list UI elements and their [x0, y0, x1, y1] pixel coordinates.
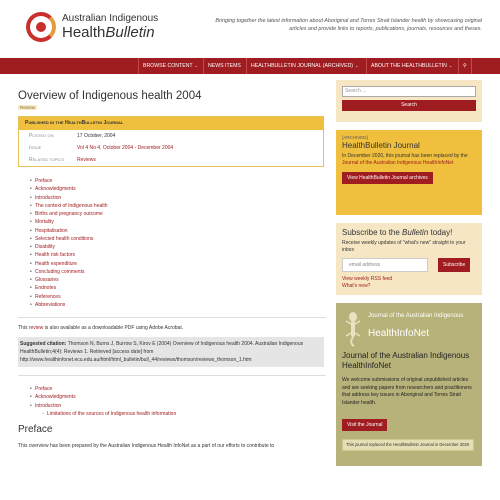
archived-tag: [ARCHIVED]	[342, 135, 368, 140]
page-title: Overview of Indigenous health 2004	[18, 90, 202, 102]
logo-health: Health	[62, 24, 106, 41]
infonet-journal-link[interactable]: Journal of the Australian Indigenous HealthInfoNet	[342, 160, 454, 166]
pub-value: 17 October, 2004	[77, 133, 116, 139]
subscribe-title	[342, 228, 476, 237]
site-header	[0, 0, 500, 58]
toc-item[interactable]: • References	[30, 293, 326, 301]
nav-browse-content[interactable]	[138, 58, 202, 74]
table-of-contents	[30, 177, 326, 309]
subscribe-title-italic: Bulletin	[402, 228, 429, 237]
publication-box	[18, 116, 324, 167]
infonet-logo-line1: Journal of the Australian Indigenous	[368, 313, 464, 319]
pub-label: Related topics	[29, 157, 65, 163]
logo-dot-icon	[36, 22, 46, 32]
pdf-note-text: This	[18, 325, 29, 331]
infonet-logo-line2: HealthInfoNet	[368, 328, 430, 339]
visit-journal-button[interactable]: Visit the Journal	[342, 419, 387, 431]
citation-text: Thomson N, Burns J, Burrow S, Kirov E (2004) Overview of Indigenous health 2004. Australian Indigenous HealthBulletin;4(4): Reviews 1. Retrieved [access date] from http://www.healthinfonet.ecu.edu.au/html/html_bulletin/bull_44/reviews/thomson/reviews_thomson_1.htm	[20, 341, 304, 363]
email-field[interactable]: email address	[342, 258, 428, 272]
toc-item[interactable]: • The context of Indigenous health	[30, 202, 326, 210]
subscribe-links	[342, 276, 476, 290]
chevron-down-icon: ⌄	[194, 63, 198, 68]
pdf-review-link[interactable]: review	[28, 325, 44, 331]
archived-title: HealthBulletin Journal	[342, 141, 420, 150]
toc-subitem[interactable]: ◦ Limitations of the sources of Indigenous health information	[42, 410, 326, 418]
archived-journal-panel	[336, 130, 482, 215]
divider	[18, 375, 326, 376]
rss-link[interactable]: View weekly RSS feed	[342, 276, 393, 282]
nav-search-button[interactable]	[458, 58, 472, 74]
toc-item[interactable]: • Concluding comments	[30, 268, 326, 276]
toc-item[interactable]: • Preface	[30, 385, 326, 393]
issue-link[interactable]: Vol 4 No 4, October 2004 - December 2004	[77, 145, 174, 151]
main-nav	[0, 58, 500, 74]
gecko-icon	[345, 311, 361, 347]
pub-row-posted	[19, 130, 323, 142]
nav-label: BROWSE CONTENT	[143, 63, 193, 69]
sidebar	[336, 80, 482, 466]
chevron-down-icon: ⌄	[448, 63, 453, 68]
toc-item[interactable]: • Abbreviations	[30, 301, 326, 309]
toc-item[interactable]: • Introduction	[30, 402, 326, 410]
preface-heading: Preface	[18, 424, 53, 435]
chevron-down-icon: ⌄	[355, 63, 359, 68]
infonet-title: Journal of the Australian Indigenous HealthInfoNet	[342, 351, 470, 370]
suggested-citation	[18, 337, 324, 367]
subscribe-title-text: Subscribe to the	[342, 228, 403, 237]
toc-item[interactable]: • Preface	[30, 177, 326, 185]
nav-label: NEWS ITEMS	[208, 63, 241, 69]
toc-item[interactable]: • Introduction	[30, 194, 326, 202]
nav-label: HEALTHBULLETIN JOURNAL (ARCHIVED)	[251, 63, 354, 69]
toc-item[interactable]: • Selected health conditions	[30, 235, 326, 243]
nav-news-items[interactable]	[203, 58, 245, 74]
publication-heading: Published in the HealthBulletin Journal	[19, 117, 323, 130]
toc-item[interactable]: • Disability	[30, 243, 326, 251]
toc-item[interactable]: • Births and pregnancy outcome	[30, 210, 326, 218]
toc-item[interactable]: • Health expenditure	[30, 260, 326, 268]
toc-item[interactable]: • Health risk factors	[30, 251, 326, 259]
view-archives-button[interactable]: View HealthBulletin Journal archives	[342, 172, 433, 184]
archived-text-body: In December 2020, this journal has been replaced by the	[342, 153, 468, 159]
divider	[18, 317, 326, 318]
pdf-note-text: is also available as a downloadable PDF using Adobe Acrobat.	[43, 325, 184, 331]
logo-bulletin: Bulletin	[105, 24, 155, 41]
main-content	[18, 84, 326, 449]
topic-link[interactable]: Reviews	[77, 157, 96, 163]
logo-line1[interactable]: Australian Indigenous	[62, 13, 159, 24]
pub-row-issue	[19, 142, 323, 154]
infonet-journal-panel	[336, 303, 482, 466]
search-input[interactable]: Search ...	[342, 86, 476, 97]
search-button[interactable]: Search	[342, 100, 476, 111]
subscribe-panel	[336, 223, 482, 295]
toc-item[interactable]: • Hospitalisation	[30, 227, 326, 235]
infonet-note: This journal replaced the HealthBulletin Journal in December 2020	[342, 439, 474, 451]
review-badge[interactable]: Review	[20, 105, 36, 110]
toc-item[interactable]: • Glossaries	[30, 276, 326, 284]
subscribe-button[interactable]: Subscribe	[438, 258, 470, 272]
subscribe-text: Receive weekly updates of "what's new" straight to your inbox	[342, 240, 466, 253]
archived-text	[342, 153, 476, 167]
toc-item[interactable]: • Endnotes	[30, 284, 326, 292]
subscribe-title-text: today!	[428, 228, 453, 237]
pdf-note	[18, 325, 326, 331]
toc-item[interactable]: • Acknowledgments	[30, 185, 326, 193]
preface-text: This overview has been prepared by the Australian Indigenous Health InfoNet as a part of our efforts to contribute to	[18, 443, 275, 449]
subscribe-form	[342, 258, 476, 272]
nav-journal-archived[interactable]	[246, 58, 362, 74]
search-panel	[336, 80, 482, 122]
nav-about[interactable]	[366, 58, 456, 74]
search-icon: ⚲	[463, 63, 467, 69]
toc-item[interactable]: • Acknowledgments	[30, 393, 326, 401]
nav-label: ABOUT THE HEALTHBULLETIN	[371, 63, 447, 69]
infonet-text: We welcome submissions of original unpublished articles and are seeking papers from researchers and practitioners that address key issues in Aboriginal and Torres Strait Islander health.	[342, 377, 472, 406]
whats-new-link[interactable]: What's new?	[342, 283, 371, 289]
logo-line2[interactable]	[62, 24, 155, 41]
toc-item[interactable]: • Mortality	[30, 218, 326, 226]
pub-row-topics	[19, 154, 323, 166]
pub-label: Posted on	[29, 133, 54, 139]
pub-label: Issue	[29, 145, 42, 151]
citation-label: Suggested citation:	[20, 341, 67, 347]
site-tagline: Bringing together the latest information about Aboriginal and Torres Strait Islander health by showcasing original articles and provide links to reports, publications, journals, resources and theses.	[215, 18, 482, 32]
preface-toc	[30, 385, 326, 418]
